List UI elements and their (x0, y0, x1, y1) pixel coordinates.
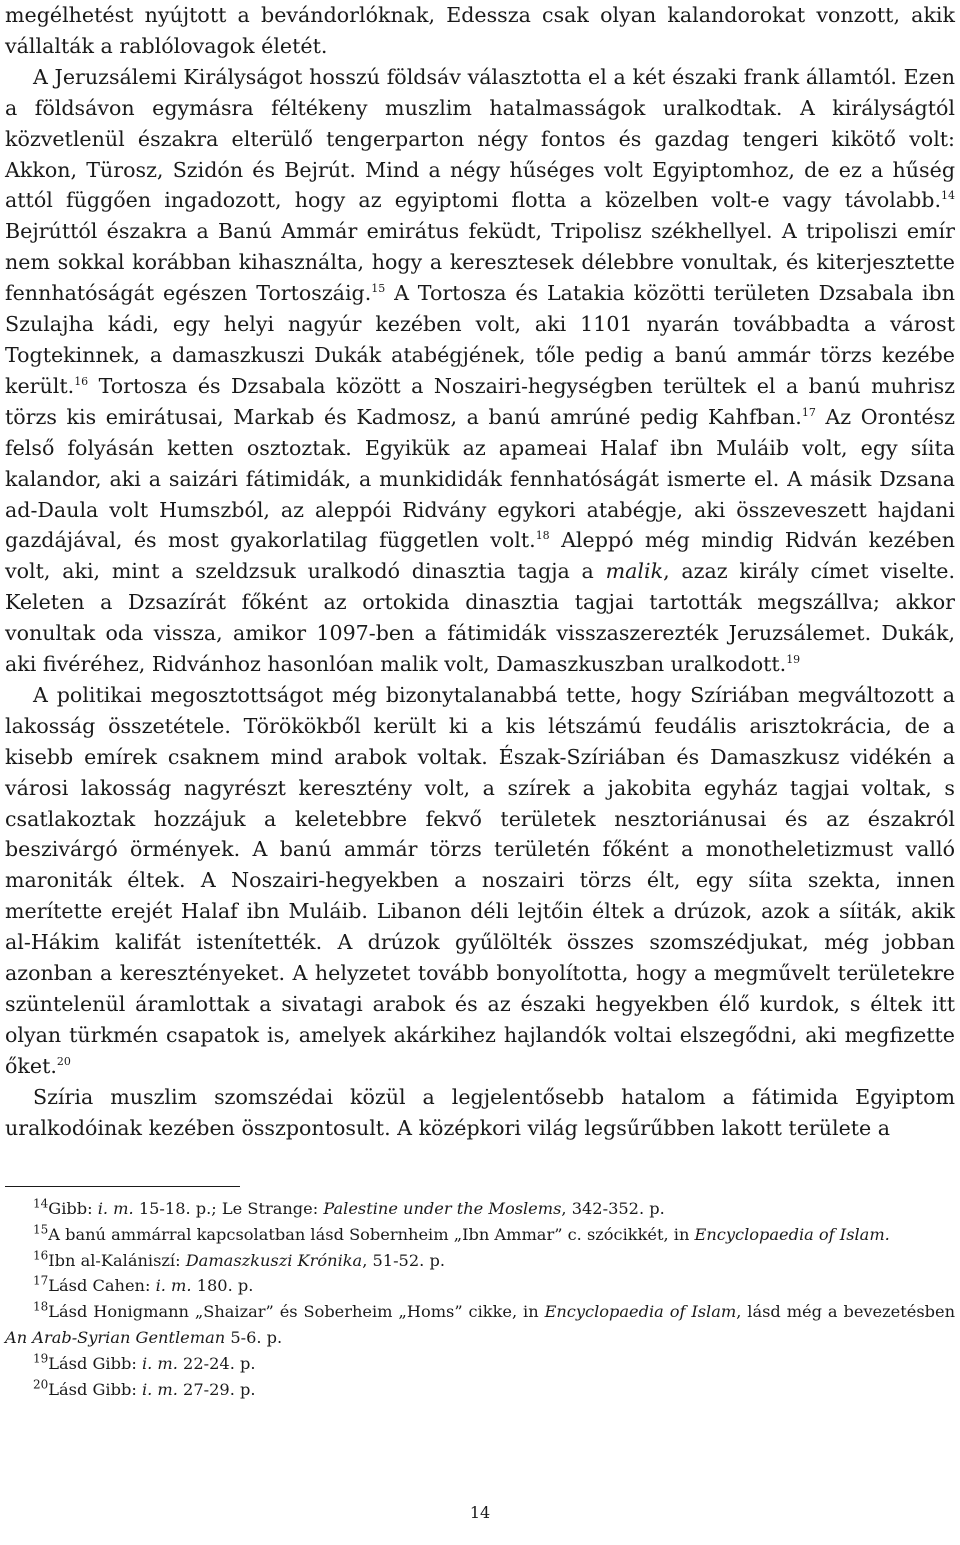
text-run: Aleppó még mindig Ridván kezében volt, aki, mint a szeldzsuk uralkodó dinasztia tagja a (5, 528, 955, 584)
text-run: 5-6. p. (225, 1327, 283, 1347)
text-run: , 51-52. p. (362, 1250, 445, 1270)
text-run: Lásd Gibb: (48, 1353, 142, 1373)
text-run: megélhetést nyújtott a bevándorlóknak, Edessza csak olyan kalandorokat vonzott, akik vállalták a rablólovagok életét. (5, 3, 955, 58)
footnote-number: 16 (33, 1248, 49, 1263)
text-run: 15-18. p.; Le Strange: (133, 1199, 324, 1218)
footnote-number: 18 (33, 1299, 49, 1314)
footnote (5, 1248, 955, 1274)
text-run: Lásd Cahen: (48, 1276, 156, 1296)
italic-text: An Arab-Syrian Gentleman (5, 1327, 226, 1347)
italic-text: i. m. (97, 1199, 134, 1218)
text-run: Tortosza és Dzsabala között a Noszairi-hegységben terültek el a banú muhrisz törzs kis emirátusai, Markab és Kadmosz, a banú amrúné pedig Kahfban. (5, 373, 955, 429)
italic-text: i. m. (141, 1353, 178, 1373)
text-run: , 342-352. p. (561, 1199, 665, 1218)
footnote (5, 1196, 955, 1222)
paragraph (5, 680, 955, 1082)
page (5, 0, 955, 1144)
footnote-reference: 18 (535, 529, 550, 543)
text-run: A banú ammárral kapcsolatban lásd Sobernheim „Ibn Ammar” c. szócikkét, in (48, 1224, 695, 1244)
text-run: Az Orontész felső folyásán ketten osztoztak. Egyikük az apameai Halaf ibn Muláib volt, egy síita kalandor, aki a saizári fátimidák, a munkididák fennhatóságát ismerte el. A másik Dzsana ad-Daula volt Humszból, az aleppói Ridvány egykori atabégje, aki összeveszett hajdani gazdájával, és most gyakorlatilag független volt. (5, 404, 955, 553)
footnote-separator (5, 1186, 240, 1187)
footnote (5, 1273, 955, 1299)
footnote-number: 17 (33, 1274, 49, 1288)
italic-text: i. m. (141, 1379, 178, 1399)
italic-text: Damaszkuszi Krónika (185, 1250, 363, 1270)
footnote-number: 20 (33, 1377, 49, 1392)
text-run: , lásd még a bevezetésben (736, 1302, 956, 1322)
italic-text: malik (605, 559, 664, 584)
footnote-number: 19 (33, 1351, 49, 1366)
text-run: 27-29. p. (177, 1379, 256, 1399)
footnote (5, 1299, 955, 1351)
footnote (5, 1351, 955, 1377)
footnote-reference: 19 (786, 653, 801, 667)
page-number: 14 (469, 1503, 491, 1522)
footnote-reference: 16 (74, 375, 89, 389)
text-run: Gibb: (48, 1199, 98, 1218)
footnotes (5, 1196, 955, 1402)
text-run: A Jeruzsálemi Királyságot hosszú földsáv választotta el a két északi frank államtól. Ezen a földsávon egymásra féltékeny muszlim hatalmasságok uralkodtak. A királyságtól közvetlenül északra elterülő tengerparton négy fontos és gazdag tengeri kikötő volt: Akkon, Türosz, Szidón és Bejrút. Mind a négy hűséges volt Egyiptomhoz, de ez a hűség attól függően ingadozott, hogy az egyiptomi flotta a közelben volt-e vagy távolabb. (5, 64, 955, 213)
text-run: A Tortosza és Latakia közötti területen Dzsabala ibn Szulajha kádi, egy helyi nagyúr kezében volt, aki 1101 nyarán továbbadta a várost Togtekinnek, a damaszkuszi Dukák atabégjének, tőle pedig a banú ammár törzs kezébe került. (5, 281, 956, 398)
text-run: Ibn al-Kalániszí: (48, 1250, 186, 1270)
paragraph (5, 1082, 955, 1144)
footnote (5, 1222, 955, 1248)
footnote-reference: 17 (801, 405, 816, 419)
text-run: Szíria muszlim szomszédai közül a legjelentősebb hatalom a fátimida Egyiptom uralkodóinak kezében összpontosult. A középkori világ legsűrűbben lakott területe a (5, 1084, 955, 1140)
footnote-number: 14 (33, 1196, 49, 1211)
paragraph (5, 0, 955, 62)
italic-text: Encyclopaedia of Islam (544, 1302, 737, 1322)
text-run: , azaz király címet viselte. Keleten a Dzsazírát főként az ortokida dinasztia tagjai tartották megszállva; akkor vonultak oda vissza, amikor 1097-ben a fátimidák visszaszerezték Jeruzsálemet. Dukák, aki fivéréhez, Ridvánhoz hasonlóan malik volt, Damaszkuszban uralkodott. (5, 559, 955, 677)
italic-text: Palestine under the Moslems (323, 1199, 562, 1218)
text-run: A politikai megosztottságot még bizonytalanabbá tette, hogy Szíriában megváltozott a lakosság összetétele. Törökökből került ki a kis létszámú feudális arisztokrácia, de a kisebb emírek csaknem mind arabok voltak. Észak-Szíriában és Damaszkusz vidékén a városi lakosság nagyrészt keresztény volt, a szírek a jakobita egyház tagjai voltak, s csatlakoztak hozzájuk a keletebbre fekvő területek nesztoriánusai és az északról beszivárgó örmények. A banú ammár törzs területén főként a monotheletizmust valló maroniták éltek. A Noszairi-hegyekben a noszairi törzs élt, egy síita szekta, innen merítette erejét Halaf ibn Muláib. Libanon déli lejtőin éltek a drúzok, azok a síiták, akik al-Hákim kalifát istenítették. A drúzok gyűlölték összes szomszédjukat, még jobban azonban a keresztényeket. A helyzetet tovább bonyolította, hogy a megművelt területekre szüntelenül áramlottak a sivatagi arabok és az északi hegyekben élő kurdok, s éltek itt olyan türkmén csapatok is, amelyek akárkihez hajlandók voltai elszegődni, aki megfizette őket. (5, 682, 955, 1078)
text-run: Bejrúttól északra a Banú Ammár emirátus feküdt, Tripolisz székhellyel. A tripoliszi emír nem sokkal korábban kihasználta, hogy a keresztesek délebbre vonultak, és kiterjesztette fennhatóságát egészen Tortoszáig. (5, 219, 955, 306)
text-run: 22-24. p. (177, 1353, 256, 1373)
footnote-reference: 14 (941, 189, 955, 203)
text-run: Lásd Gibb: (48, 1379, 142, 1399)
footnote (5, 1377, 955, 1403)
italic-text: i. m. (155, 1276, 192, 1296)
footnote-reference: 20 (56, 1054, 71, 1068)
text-run: 180. p. (191, 1276, 254, 1296)
footnote-number: 15 (33, 1222, 49, 1237)
italic-text: Encyclopaedia of Islam. (694, 1224, 890, 1244)
footnote-reference: 15 (371, 282, 386, 296)
text-run: Lásd Honigmann „Shaizar” és Soberheim „Homs” cikke, in (48, 1302, 545, 1322)
paragraph (5, 62, 955, 680)
body-text (5, 0, 955, 1144)
